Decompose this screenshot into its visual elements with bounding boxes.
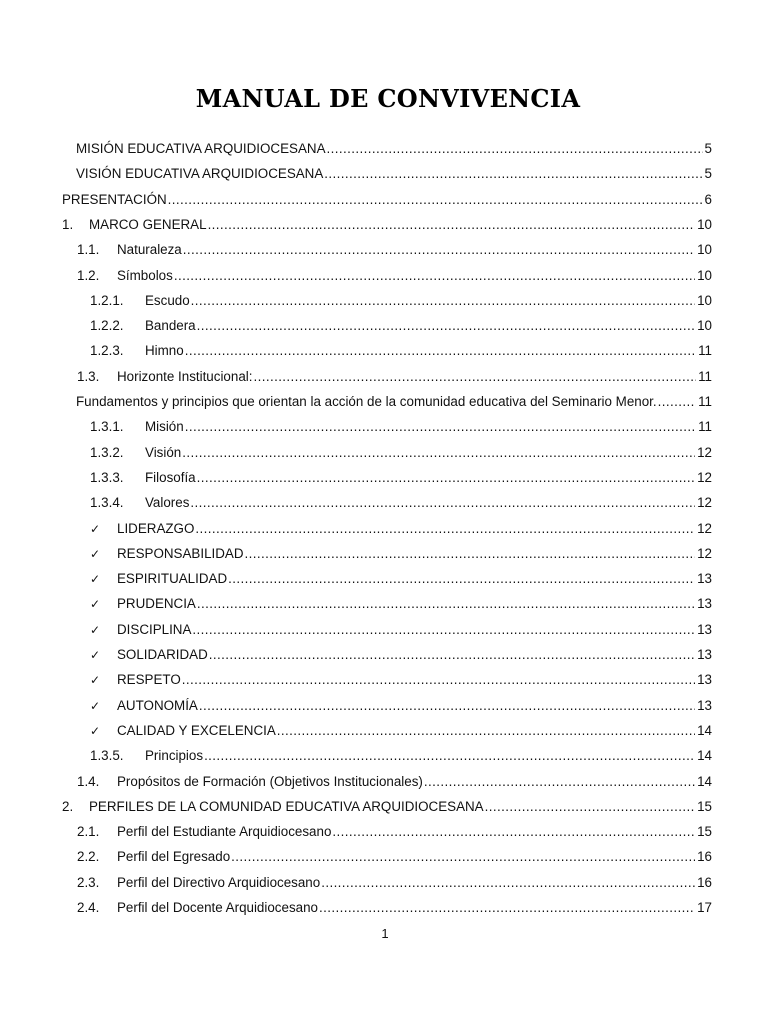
toc-entry-number: 1.3.1. <box>90 419 124 435</box>
toc-entry-label: SOLIDARIDAD <box>117 647 208 662</box>
dot-leader <box>277 721 695 741</box>
toc-entry-page: 13 <box>697 647 712 662</box>
toc-entry-label: Naturaleza <box>117 242 182 258</box>
toc-entry-label: Símbolos <box>117 267 173 283</box>
toc-entry-page: 10 <box>697 292 712 308</box>
toc-entry-page: 12 <box>697 495 712 511</box>
toc-entry-page: 13 <box>697 571 712 587</box>
checkmark-icon: ✓ <box>90 572 101 587</box>
toc-entry[interactable] <box>90 519 712 539</box>
dot-leader <box>485 797 695 817</box>
toc-entry-label: Perfil del Docente Arquidiocesano <box>117 900 318 915</box>
toc-entry-label: Fundamentos y principios que orientan la acción de la comunidad educativa del Seminario Menor. <box>76 394 657 409</box>
toc-entry-label: Visión <box>145 444 182 460</box>
toc-entry[interactable] <box>77 240 712 260</box>
toc-entry-page: 11 <box>698 419 712 435</box>
dot-leader <box>327 139 703 159</box>
toc-entry[interactable] <box>76 392 712 412</box>
toc-entry-page: 6 <box>704 191 712 207</box>
toc-entry-page: 16 <box>697 849 712 865</box>
toc-entry-label: CALIDAD Y EXCELENCIA <box>117 722 276 738</box>
toc-entry-number: 1.2.2. <box>90 318 124 334</box>
toc-entry-page: 10 <box>697 216 712 232</box>
toc-entry[interactable] <box>90 468 712 488</box>
toc-entry-number: 1.3.4. <box>90 495 124 511</box>
toc-entry-page: 16 <box>697 874 712 890</box>
dot-leader <box>209 645 695 665</box>
toc-entry-number: 2. <box>62 798 74 814</box>
toc-entry[interactable] <box>77 873 712 893</box>
toc-entry[interactable] <box>90 493 712 513</box>
dot-leader <box>319 898 695 918</box>
dot-leader <box>245 544 696 564</box>
toc-entry-page: 13 <box>697 672 712 688</box>
checkmark-icon: ✓ <box>90 622 101 637</box>
toc-entry-page: 11 <box>698 368 712 384</box>
dot-leader <box>208 215 696 235</box>
toc-entry-page: 10 <box>697 318 712 334</box>
dot-leader <box>182 670 695 690</box>
toc-entry[interactable] <box>62 797 712 817</box>
toc-entry-label: Himno <box>145 343 184 359</box>
document-title: MANUAL DE CONVIVENCIA <box>195 84 581 113</box>
dot-leader <box>174 266 695 286</box>
dot-leader <box>183 240 695 260</box>
toc-entry-number: 1.3.3. <box>90 469 124 485</box>
toc-entry-page: 13 <box>697 697 712 713</box>
dot-leader <box>185 341 696 361</box>
toc-entry[interactable] <box>90 569 712 589</box>
toc-entry[interactable] <box>77 367 712 387</box>
toc-entry-label: RESPETO <box>117 672 181 688</box>
toc-entry[interactable] <box>90 620 712 640</box>
toc-entry-number: 1. <box>62 216 74 232</box>
toc-entry-label: Valores <box>145 495 190 511</box>
toc-entry[interactable] <box>90 645 712 665</box>
toc-entry[interactable] <box>76 164 712 184</box>
toc-entry-label: Propósitos de Formación (Objetivos Institucionales) <box>117 773 423 789</box>
checkmark-icon: ✓ <box>90 723 101 738</box>
toc-entry[interactable] <box>90 291 712 311</box>
toc-entry-label: Misión <box>145 419 184 435</box>
toc-entry-page: 14 <box>697 773 712 789</box>
toc-entry-page: 11 <box>698 394 712 409</box>
dot-leader <box>182 443 695 463</box>
toc-entry-page: 15 <box>697 798 712 814</box>
toc-entry[interactable] <box>90 746 712 766</box>
toc-entry[interactable] <box>90 341 712 361</box>
dot-leader <box>197 316 695 336</box>
dot-leader <box>204 746 695 766</box>
dot-leader <box>424 772 695 792</box>
toc-entry-number: 1.4. <box>77 773 100 789</box>
dot-leader <box>199 696 695 716</box>
dot-leader <box>168 190 703 210</box>
toc-entry[interactable] <box>77 266 712 286</box>
toc-entry[interactable] <box>62 190 712 210</box>
toc-entry[interactable] <box>90 670 712 690</box>
dot-leader <box>197 594 695 614</box>
toc-entry-label: RESPONSABILIDAD <box>117 545 244 561</box>
toc-entry-page: 12 <box>697 545 712 561</box>
dot-leader <box>195 519 695 539</box>
toc-entry[interactable] <box>76 139 712 159</box>
toc-entry-label: VISIÓN EDUCATIVA ARQUIDIOCESANA <box>76 166 324 182</box>
dot-leader <box>332 822 695 842</box>
dot-leader <box>321 873 695 893</box>
toc-entry-label: AUTONOMÍA <box>117 697 198 713</box>
toc-entry-number: 1.3.5. <box>90 748 124 764</box>
dot-leader <box>190 493 695 513</box>
checkmark-icon: ✓ <box>90 546 101 561</box>
toc-entry-label: Principios <box>145 748 204 764</box>
toc-entry[interactable] <box>90 696 712 716</box>
toc-entry-number: 1.3.2. <box>90 444 124 460</box>
toc-entry-label: Perfil del Egresado <box>117 849 231 865</box>
toc-entry-page: 13 <box>697 596 712 612</box>
toc-entry-page: 10 <box>697 242 712 258</box>
toc-entry[interactable] <box>62 215 712 235</box>
dot-leader <box>191 291 695 311</box>
toc-entry-label: Filosofía <box>145 469 196 485</box>
checkmark-icon: ✓ <box>90 521 101 536</box>
dot-leader <box>185 417 696 437</box>
toc-entry[interactable] <box>90 594 712 614</box>
dot-leader <box>231 847 695 867</box>
checkmark-icon: ✓ <box>90 698 101 713</box>
toc-entry-page: 12 <box>697 444 712 460</box>
toc-entry-page: 15 <box>697 824 712 840</box>
toc-entry-page: 11 <box>698 343 712 359</box>
toc-entry-label: Horizonte Institucional: <box>117 368 253 384</box>
toc-entry-label: DISCIPLINA <box>117 621 192 637</box>
dot-leader <box>253 367 696 387</box>
toc-entry-page: 5 <box>704 141 712 156</box>
dot-leader <box>228 569 695 589</box>
toc-entry-number: 1.3. <box>77 368 100 384</box>
toc-entry[interactable] <box>77 822 712 842</box>
toc-entry[interactable] <box>77 847 712 867</box>
toc-entry-label: PERFILES DE LA COMUNIDAD EDUCATIVA ARQUIDIOCESANA <box>89 798 484 814</box>
toc-entry-label: LIDERAZGO <box>117 520 195 536</box>
checkmark-icon: ✓ <box>90 648 101 662</box>
toc-entry-page: 10 <box>697 267 712 283</box>
toc-entry-label: ESPIRITUALIDAD <box>117 571 228 587</box>
page-number: 1 <box>381 926 389 941</box>
toc-entry[interactable] <box>90 443 712 463</box>
toc-entry-page: 12 <box>697 520 712 536</box>
toc-entry-label: Escudo <box>145 292 190 308</box>
toc-entry-page: 17 <box>697 900 712 915</box>
toc-entry-number: 1.1. <box>77 242 100 258</box>
dot-leader <box>192 620 695 640</box>
toc-entry-number: 2.4. <box>77 900 100 915</box>
toc-entry-number: 2.1. <box>77 824 100 840</box>
toc-entry-label: MARCO GENERAL <box>89 216 207 232</box>
dot-leader <box>324 164 702 184</box>
toc-entry[interactable] <box>77 898 712 918</box>
dot-leader <box>658 392 696 412</box>
toc-entry-label: Perfil del Estudiante Arquidiocesano <box>117 824 332 840</box>
toc-entry[interactable] <box>77 772 712 792</box>
toc-entry[interactable] <box>90 417 712 437</box>
dot-leader <box>197 468 695 488</box>
toc-entry-page: 14 <box>697 722 712 738</box>
toc-entry-number: 1.2. <box>77 267 100 283</box>
toc-entry-number: 2.2. <box>77 849 100 865</box>
checkmark-icon: ✓ <box>90 597 101 612</box>
toc-entry-label: Bandera <box>145 318 196 334</box>
toc-entry[interactable] <box>90 721 712 741</box>
toc-entry[interactable] <box>90 544 712 564</box>
toc-entry-page: 5 <box>704 166 712 182</box>
toc-entry-number: 1.2.3. <box>90 343 124 359</box>
toc-entry-page: 13 <box>697 621 712 637</box>
checkmark-icon: ✓ <box>90 673 101 688</box>
toc-entry-number: 2.3. <box>77 874 100 890</box>
toc-entry-page: 14 <box>697 748 712 764</box>
toc-entry-label: Perfil del Directivo Arquidiocesano <box>117 874 321 890</box>
toc-entry-label: PRUDENCIA <box>117 596 196 612</box>
toc-entry[interactable] <box>90 316 712 336</box>
toc-entry-label: MISIÓN EDUCATIVA ARQUIDIOCESANA <box>76 141 326 156</box>
toc-entry-label: PRESENTACIÓN <box>62 191 167 207</box>
toc-entry-number: 1.2.1. <box>90 292 124 308</box>
toc-entry-page: 12 <box>697 469 712 485</box>
